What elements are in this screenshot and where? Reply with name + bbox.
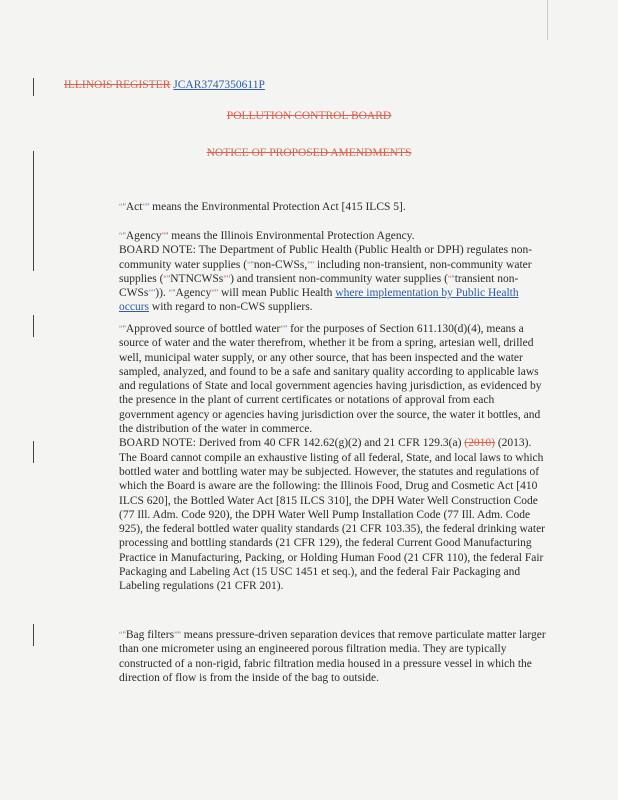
agency-note: BOARD NOTE: The Department of Public Health (Public Health or DPH) regulates non-community water supplies (: [119, 244, 533, 271]
deleted-quote: ”: [223, 273, 227, 283]
definition-act: [119, 200, 551, 214]
inserted-quote: ": [146, 202, 150, 211]
term-approved-source: Approved source of bottled water: [125, 323, 281, 335]
deleted-quote: “: [119, 231, 123, 240]
inserted-quote: ": [122, 324, 126, 333]
board-title: POLLUTION CONTROL BOARD: [226, 110, 392, 122]
term-transient: transient non-CWSs: [119, 272, 519, 300]
notice-title: NOTICE OF PROPOSED AMENDMENTS: [206, 147, 412, 159]
inserted-quote: ": [172, 288, 176, 298]
change-bar: [33, 624, 34, 646]
change-bar: [33, 232, 34, 254]
change-bar: [33, 78, 34, 96]
deleted-quote: “: [119, 324, 123, 333]
inserted-quote: ": [166, 273, 171, 283]
term-agency: Agency: [125, 230, 162, 242]
term-act: Act: [125, 201, 143, 213]
inserted-quote: ": [122, 202, 126, 211]
bag-filters-text: means pressure-driven separation devices that remove particulate matter larger than one micrometer using an engineered porous filtration media. They are typically constructed of a non-rigid, fabric filtration media housed in a pressure vessel in which the direction of flow is from the inside of the bag to outside.: [119, 629, 546, 684]
inserted-quote: ": [214, 288, 219, 298]
inserted-quote: ": [451, 273, 455, 283]
change-bar: [33, 441, 34, 463]
deleted-quote: ”: [211, 288, 215, 298]
deleted-quote: ”: [307, 259, 311, 269]
term-agency: Agency: [175, 287, 212, 300]
deleted-quote: “: [119, 630, 123, 639]
inserted-quote: ": [250, 259, 254, 269]
agency-note: with regard to non-CWS suppliers.: [149, 301, 313, 314]
definition-bag-filters: [119, 628, 551, 685]
act-text: means the Environmental Protection Act [415 ILCS 5].: [149, 201, 406, 213]
definition-approved-source: [119, 322, 551, 594]
inserted-quote: ": [122, 231, 126, 240]
deleted-quote: ”: [148, 288, 152, 298]
agency-note: including non-transient, non-community water supplies (: [119, 258, 532, 285]
register-header: [64, 79, 265, 91]
inserted-quote: ": [165, 231, 169, 240]
agency-note: )).: [155, 287, 169, 300]
deleted-year: (2010): [464, 437, 495, 450]
inserted-quote: ": [122, 630, 126, 639]
deleted-quote: “: [163, 273, 167, 283]
inserted-quote: ": [151, 288, 156, 298]
deleted-quote: “: [168, 288, 173, 298]
agency-note: will mean Public Health: [218, 287, 333, 300]
inserted-phrase: where implementation by Public Health occurs: [119, 287, 519, 314]
change-bar: [33, 184, 34, 206]
change-bar: [33, 315, 34, 337]
approved-source-text: for the purposes of Section 611.130(d)(4), means a source of water and the water therefrom, whether it be from a spring, artesian well, drilled well, municipal water supply, or any other source, that has been inspected and the water sampled, analyzed, and found to be a safe and sanitary quality according to applicable laws and regulations of State and local government agencies having jurisdiction, as evidenced by the presence in the plant of current certificates or notations of approval from each government agency or agencies having jurisdiction over the source, the water it bottles, and the distribution of the water in commerce.: [119, 323, 542, 436]
deleted-quote: “: [119, 202, 123, 211]
definition-agency: [119, 229, 551, 315]
inserted-quote: ": [226, 273, 231, 283]
term-ntncws: NTNCWSs: [170, 272, 224, 285]
inserted-quote: ": [177, 630, 181, 639]
deleted-quote: ”: [280, 324, 284, 333]
approved-source-note: BOARD NOTE: Derived from 40 CFR 142.62(g)(2) and 21 CFR 129.3(a): [119, 437, 465, 450]
inserted-quote: ": [310, 259, 315, 269]
deleted-quote: ”: [161, 231, 166, 240]
deleted-quote: “: [247, 259, 251, 269]
term-bag-filters: Bag filters: [125, 629, 175, 641]
agency-text: means the Illinois Environmental Protection Agency.: [168, 230, 415, 242]
register-deleted: ILLINOIS REGISTER: [64, 79, 171, 91]
deleted-quote: ”: [142, 202, 146, 211]
agency-note: ) and transient non-community water supplies (: [230, 272, 448, 285]
page-corner-fold: [547, 0, 618, 40]
deleted-quote: “: [447, 273, 452, 283]
inserted-quote: ": [283, 324, 288, 333]
term-noncws: non-CWSs,: [253, 258, 308, 271]
register-inserted: JCAR3747350611P: [173, 79, 265, 91]
deleted-quote: ”: [174, 630, 178, 639]
approved-source-note: (2013). The Board cannot compile an exhaustive listing of all federal, State, and local laws to which bottled water and bottling water may be subjected. However, the statutes and regulations of which the Board is aware are the following: the Illinois Food, Drug and Cosmetic Act [410 ILCS 620], the Bottled Water Act [815 ILCS 310], the DPH Water Well Construction Code (77 Ill. Adm. Code 920), the DPH Water Well Pump Installation Code (77 Ill. Adm. Code 925), the federal bottled water quality standards (21 CFR 103.35), the federal drinking water processing and bottling standards (21 CFR 129), the federal Current Good Manufacturing Practice in Manufacturing, Packing, or Holding Human Food (21 CFR 110), the federal Fair Packaging and Labeling Act (15 USC 1451 et seq.), and the federal Fair Packaging and Labeling regulations (21 CFR 201).: [119, 437, 546, 593]
